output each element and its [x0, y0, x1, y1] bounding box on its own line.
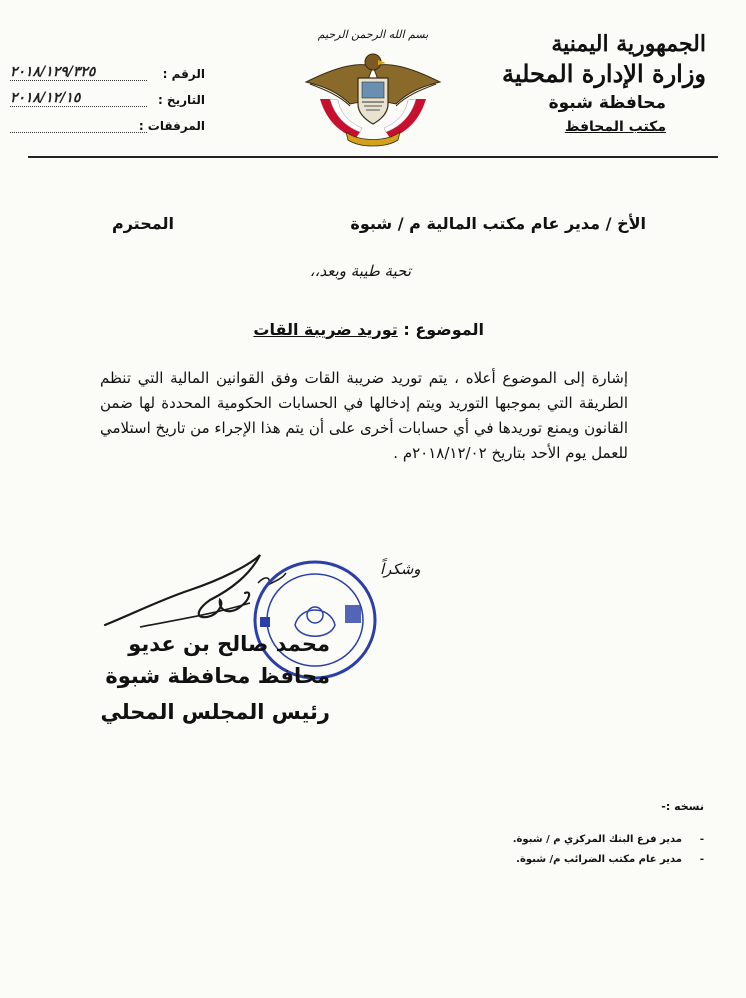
cc-item-text: مدير فرع البنك المركزي م / شبوة.: [512, 834, 682, 845]
governorate-name: محافظة شبوة: [548, 93, 666, 113]
letterhead-arabic: [496, 30, 706, 138]
republic-name: الجمهورية اليمنية: [551, 31, 706, 57]
basmala: بسم الله الرحمن الرحيم: [317, 28, 429, 41]
header-divider: [28, 156, 718, 158]
signatory-title-2: رئيس المجلس المحلي: [100, 700, 330, 724]
attachments-label: المرفقات :: [138, 119, 205, 133]
honorific: المحترم: [112, 214, 174, 233]
cc-item-text: مدير عام مكتب الضرائب م/ شبوة.: [516, 854, 682, 865]
signatory-title: محافظ محافظة شبوة: [105, 664, 330, 688]
cc-item: -مدير فرع البنك المركزي م / شبوة.: [512, 834, 704, 845]
thanks-text: وشكراً: [380, 560, 421, 578]
cc-label: نسخه :-: [661, 800, 704, 813]
eagle-emblem-icon: [298, 44, 448, 150]
attachments-row: [10, 107, 205, 133]
office-name: مكتب المحافظ: [564, 119, 666, 135]
signatory-name: محمد صالح بن عديو: [128, 632, 330, 656]
subject-line: [253, 320, 484, 339]
subject-text: توريد ضريبة القات: [253, 320, 398, 339]
cc-item: -مدير عام مكتب الضرائب م/ شبوة.: [516, 854, 704, 865]
number-label: الرقم :: [162, 67, 205, 81]
greeting: تحية طيبة وبعد،،: [309, 262, 411, 280]
attachments-value: [10, 116, 147, 133]
yemen-emblem: [298, 28, 448, 150]
date-row: [10, 81, 205, 107]
ministry-name: وزارة الإدارة المحلية: [502, 59, 706, 88]
number-value: ٢٠١٨/١٢٩/٣٢٥: [10, 64, 147, 81]
letter-body: إشارة إلى الموضوع أعلاه ، يتم توريد ضريبة القات وفق القوانين المالية التي تنظم الطريقة التي بموجبها التوريد ويتم إدخالها في الحسابات الحكومية المحددة لها ضمن القانون ويمنع توريدها في أي حسابات أخرى على أن يتم هذا الإجراء من تاريخ استلامي للعمل يوم الأحد بتاريخ ٢٠١٨/١٢/٠٢م .: [100, 369, 628, 462]
letter-meta: [10, 55, 205, 133]
addressee: الأخ / مدير عام مكتب المالية م / شبوة: [350, 214, 646, 233]
date-value: ٢٠١٨/١٢/١٥: [10, 90, 147, 107]
date-label: التاريخ :: [157, 93, 205, 107]
subject-label: الموضوع :: [403, 320, 484, 339]
number-row: [10, 55, 205, 81]
